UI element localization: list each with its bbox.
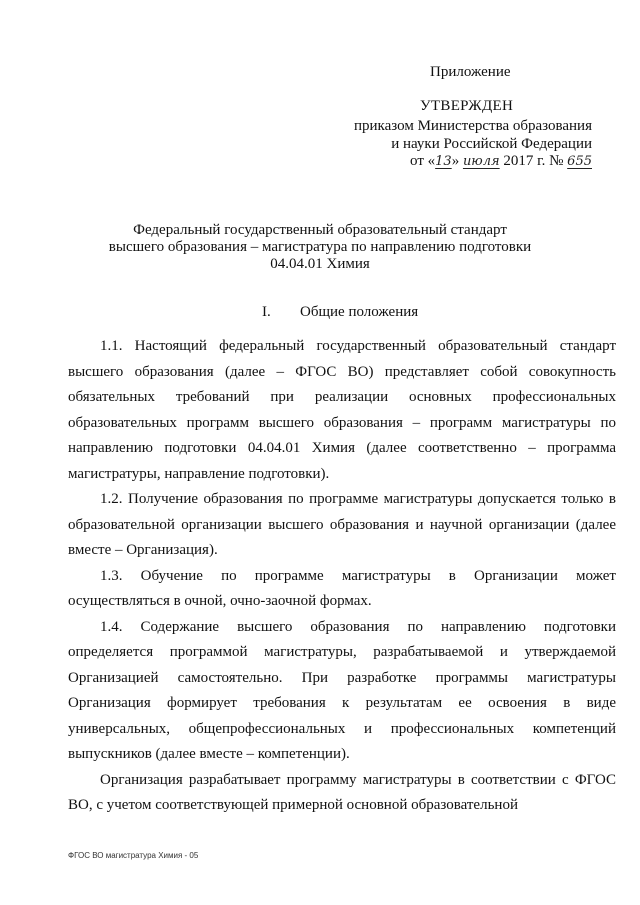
paragraph-1-2: 1.2. Получение образования по программе магистратуры допускается только в образовательной организации высшего образования и научной организации (далее вместе – Организация). — [68, 491, 616, 558]
title-line-2: высшего образования – магистратура по направлению подготовки — [108, 239, 532, 255]
paragraph-1-3: 1.3. Обучение по программе магистратуры в Организации может осуществляться в очной, очно-заочной формах. — [68, 567, 616, 609]
date-month-handwritten: июля — [462, 154, 500, 169]
date-prefix: от « — [410, 153, 436, 169]
document-title — [0, 222, 640, 273]
date-day-handwritten: 13 — [435, 154, 452, 169]
title-line-1: Федеральный государственный образовательный стандарт — [133, 222, 507, 238]
body-text — [68, 334, 616, 819]
title-line-3: 04.04.01 Химия — [270, 256, 370, 272]
order-number-handwritten: 655 — [567, 154, 592, 169]
order-line-1: приказом Министерства образования — [354, 118, 592, 134]
date-mid: » — [451, 153, 460, 169]
order-date-line — [410, 153, 592, 170]
paragraph-1-4-cont: Организация разрабатывает программу магистратуры в соответствии с ФГОС ВО, с учетом соответствующей примерной основной образовательной — [68, 771, 616, 813]
paragraph-1-1: 1.1. Настоящий федеральный государственный образовательный стандарт высшего образования (далее – ФГОС ВО) представляет собой совокупность обязательных требований при реализации основных профессиональных образовательных программ высшего образования – программ магистратуры по направлению подготовки 04.04.01 Химия (далее соответственно – программа магистратуры, направление подготовки). — [68, 338, 616, 482]
section-name: Общие положения — [300, 304, 419, 320]
date-year: 2017 г. № — [503, 153, 564, 169]
section-number: I. — [262, 304, 271, 320]
appendix-label: Приложение — [430, 64, 511, 80]
order-line-2: и науки Российской Федерации — [391, 136, 592, 152]
approved-label: УТВЕРЖДЕН — [420, 98, 514, 114]
paragraph-1-4: 1.4. Содержание высшего образования по направлению подготовки определяется программой магистратуры, разрабатываемой и утверждаемой Организацией самостоятельно. При разработке программы магистратуры Организация формирует требования к результатам ее освоения в виде универсальных, общепрофессиональных и профессиональных компетенций выпускников (далее вместе – компетенции). — [68, 618, 616, 762]
page-footer: ФГОС ВО магистратура Химия - 05 — [68, 851, 199, 860]
